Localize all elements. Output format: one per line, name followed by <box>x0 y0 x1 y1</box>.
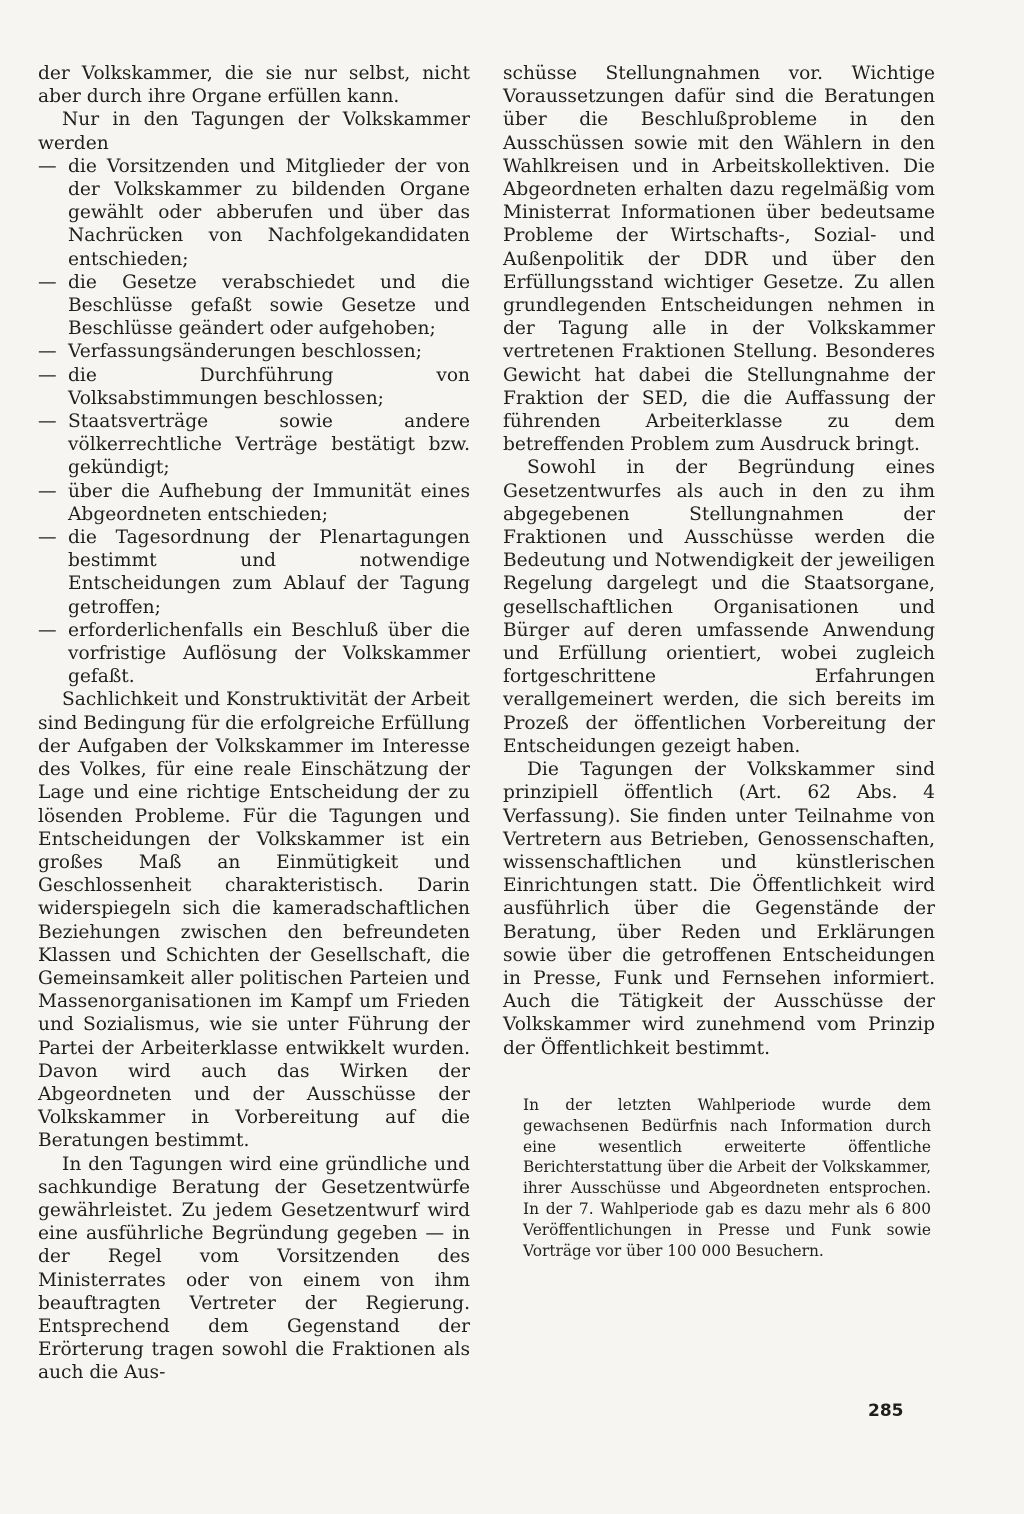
paragraph-stellungnahmen: schüsse Stellungnahmen vor. Wichtige Voraussetzungen dafür sind die Beratungen über die Beschlußprobleme in den Ausschüssen sowie mit den Wählern in den Wahlkreisen und in Arbeitskollektiven. Die Abgeordneten erhalten dazu regelmäßig vom Ministerrat Informationen über bedeutsame Probleme der Wirtschafts-, Sozial- und Außenpolitik der DDR und über den Erfüllungsstand wichtiger Gesetze. Zu allen grundlegenden Entscheidungen nehmen in der Tagung alle in der Volkskammer vertretenen Fraktionen Stellung. Besonderes Gewicht hat dabei die Stellungnahme der Fraktion der SED, die die Auffassung der führenden Arbeiterklasse zu dem betreffenden Problem zum Ausdruck bringt. <box>503 63 935 456</box>
list-item: — die Gesetze verabschiedet und die Beschlüsse gefaßt sowie Gesetze und Beschlüsse geändert oder aufgehoben; <box>38 271 470 340</box>
dash-marker: — <box>38 364 57 386</box>
paragraph-sachlichkeit: Sachlichkeit und Konstruktivität der Arbeit sind Bedingung für die erfolgreiche Erfüllung der Aufgaben der Volkskammer im Interesse des Volkes, für eine reale Einschätzung der Lage und eine richtige Entscheidung der zu lösenden Probleme. Für die Tagungen und Entscheidungen der Volkskammer ist ein großes Maß an Einmütigkeit und Geschlossenheit charakteristisch. Darin widerspiegeln sich die kameradschaftlichen Beziehungen zwischen den befreundeten Klassen und Schichten der Gesellschaft, die Gemeinsamkeit aller politischen Parteien und Massenorganisationen im Kampf um Frieden und Sozialismus, wie sie unter Führung der Partei der Arbeiterklasse entwikkelt wurden. Davon wird auch das Wirken der Abgeordneten und der Ausschüsse der Volkskammer in Vorbereitung auf die Beratungen bestimmt. <box>38 689 470 1152</box>
paragraph-tagungen: In den Tagungen wird eine gründliche und sachkundige Beratung der Gesetzentwürfe gewährleistet. Zu jedem Gesetzentwurf wird eine ausführliche Begründung gegeben — in der Regel vom Vorsitzenden des Ministerrates oder von einem von ihm beauftragten Vertreter der Regierung. Entsprechend dem Gegenstand der Erörterung tragen sowohl die Fraktionen als auch die Aus- <box>38 1153 470 1384</box>
dash-marker: — <box>38 411 57 433</box>
list-item: — Verfassungsänderungen beschlossen; <box>38 341 422 363</box>
list-item: — Staatsverträge sowie andere völkerrechtliche Verträge bestätigt bzw. gekündigt; <box>38 411 470 479</box>
paragraph-begruendung: Sowohl in der Begründung eines Gesetzentwurfes als auch in den zu ihm abgegebenen Stellungnahmen der Fraktionen und Ausschüsse werden die Bedeutung und Notwendigkeit der jeweiligen Regelung dargelegt und die Staatsorgane, gesellschaftlichen Organisationen und Bürger auf deren umfassende Anwendung und Erfüllung orientiert, wobei zugleich fortgeschrittene Erfahrungen verallgemeinert werden, die sich bereits im Prozeß der öffentlichen Vorbereitung der Entscheidungen gezeigt haben. <box>503 457 935 757</box>
continued-paragraph: der Volkskammer, die sie nur selbst, nicht aber durch ihre Organe erfüllen kann. <box>38 63 470 108</box>
dash-marker: — <box>38 341 57 363</box>
page-number: 285 <box>868 1401 904 1421</box>
dash-marker: — <box>38 480 57 502</box>
list-intro: Nur in den Tagungen der Volkskammer werden <box>38 109 470 154</box>
dash-marker: — <box>38 527 57 549</box>
list-item: — die Durchführung von Volksabstimmungen beschlossen; <box>38 364 470 409</box>
dash-marker: — <box>38 619 57 641</box>
dash-marker: — <box>38 271 57 293</box>
paragraph-oeffentlichkeit: Die Tagungen der Volkskammer sind prinzipiell öffentlich (Art. 62 Abs. 4 Verfassung). Sie finden unter Teilnahme von Vertretern aus Betrieben, Genossenschaften, wissenschaftlichen und künstlerischen Einrichtungen statt. Die Öffentlichkeit wird ausführlich über die Gegenstände der Beratung, über Reden und Erklärungen sowie über die getroffenen Entscheidungen in Presse, Funk und Fernsehen informiert. Auch die Tätigkeit der Ausschüsse der Volkskammer wird zunehmend vom Prinzip der Öffentlichkeit bestimmt. <box>503 759 935 1059</box>
dash-marker: — <box>38 155 57 177</box>
left-column <box>38 62 470 1385</box>
list-item: — erforderlichenfalls ein Beschluß über die vorfristige Auflösung der Volkskammer gefaßt. <box>38 619 470 688</box>
list-item: — über die Aufhebung der Immunität eines Abgeordneten entschieden; <box>38 480 470 525</box>
right-column <box>503 62 935 1060</box>
info-note: In der letzten Wahlperiode wurde dem gewachsenen Bedürfnis nach Information durch eine wesentlich erweiterte öffentliche Berichterstattung über die Arbeit der Volkskammer, ihrer Ausschüsse und Abgeordneten entsprochen. In der 7. Wahlperiode gab es dazu mehr als 6 800 Veröffentlichungen in Presse und Funk sowie Vorträge vor über 100 000 Besuchern. <box>523 1096 931 1260</box>
sessions-task-list <box>38 155 470 689</box>
list-item: — die Vorsitzenden und Mitglieder der von der Volkskammer zu bildenden Organe gewählt oder abberufen und über das Nachrücken von Nachfolgekandidaten entschieden; <box>38 155 470 270</box>
list-item: — die Tagesordnung der Plenartagungen bestimmt und notwendige Entscheidungen zum Ablauf der Tagung getroffen; <box>38 527 470 618</box>
